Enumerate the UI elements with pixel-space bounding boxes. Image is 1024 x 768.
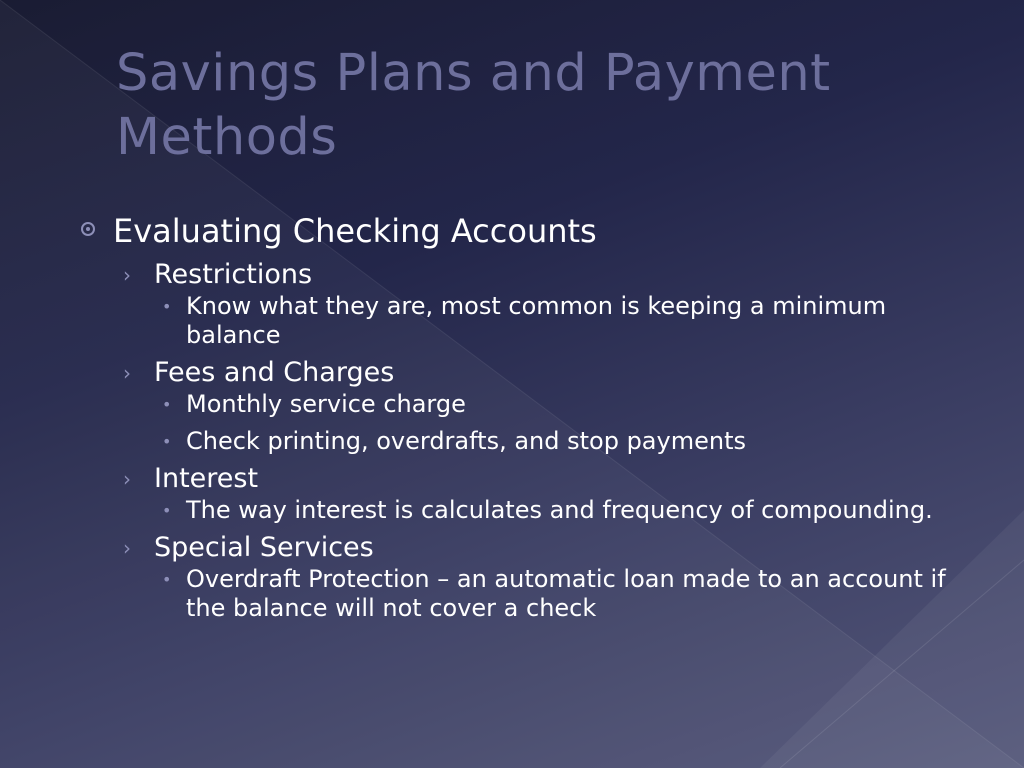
bullet-level1 (80, 210, 980, 252)
detail-bullet (80, 427, 980, 456)
chevron-right-icon: › (123, 536, 131, 560)
sub-bullet-label: Restrictions (154, 259, 313, 290)
detail-bullet-text: The way interest is calculates and frequency of compounding. (186, 496, 933, 524)
detail-bullet (80, 390, 980, 419)
bullet-level1-text: Evaluating Checking Accounts (113, 212, 597, 250)
detail-bullet (80, 496, 980, 525)
sub-bullet-restrictions (80, 258, 980, 292)
dot-icon: • (162, 432, 172, 451)
slide-title (116, 42, 976, 170)
circle-dot-icon (81, 222, 95, 236)
sub-bullet-label: Interest (154, 463, 259, 494)
sub-bullet-label: Special Services (154, 532, 374, 563)
dot-icon: • (162, 570, 172, 589)
chevron-right-icon: › (123, 361, 131, 385)
dot-icon: • (162, 501, 172, 520)
detail-bullet-text: Know what they are, most common is keeping a minimum balance (186, 292, 887, 349)
detail-bullet (80, 292, 980, 350)
slide-content (80, 210, 980, 623)
dot-icon: • (162, 297, 172, 316)
sub-bullet-special-services (80, 531, 980, 565)
sub-bullet-label: Fees and Charges (154, 357, 395, 388)
detail-bullet-text: Check printing, overdrafts, and stop payments (186, 427, 746, 455)
sub-bullet-interest (80, 462, 980, 496)
detail-bullet (80, 565, 980, 623)
detail-bullet-text: Monthly service charge (186, 390, 466, 418)
title-line-1: Savings Plans and Payment (116, 44, 831, 103)
sub-bullet-fees-and-charges (80, 356, 980, 390)
chevron-right-icon: › (123, 263, 131, 287)
chevron-right-icon: › (123, 467, 131, 491)
detail-bullet-text: Overdraft Protection – an automatic loan made to an account if the balance will not cover a check (186, 565, 946, 622)
title-line-2: Methods (116, 108, 338, 167)
dot-icon: • (162, 395, 172, 414)
